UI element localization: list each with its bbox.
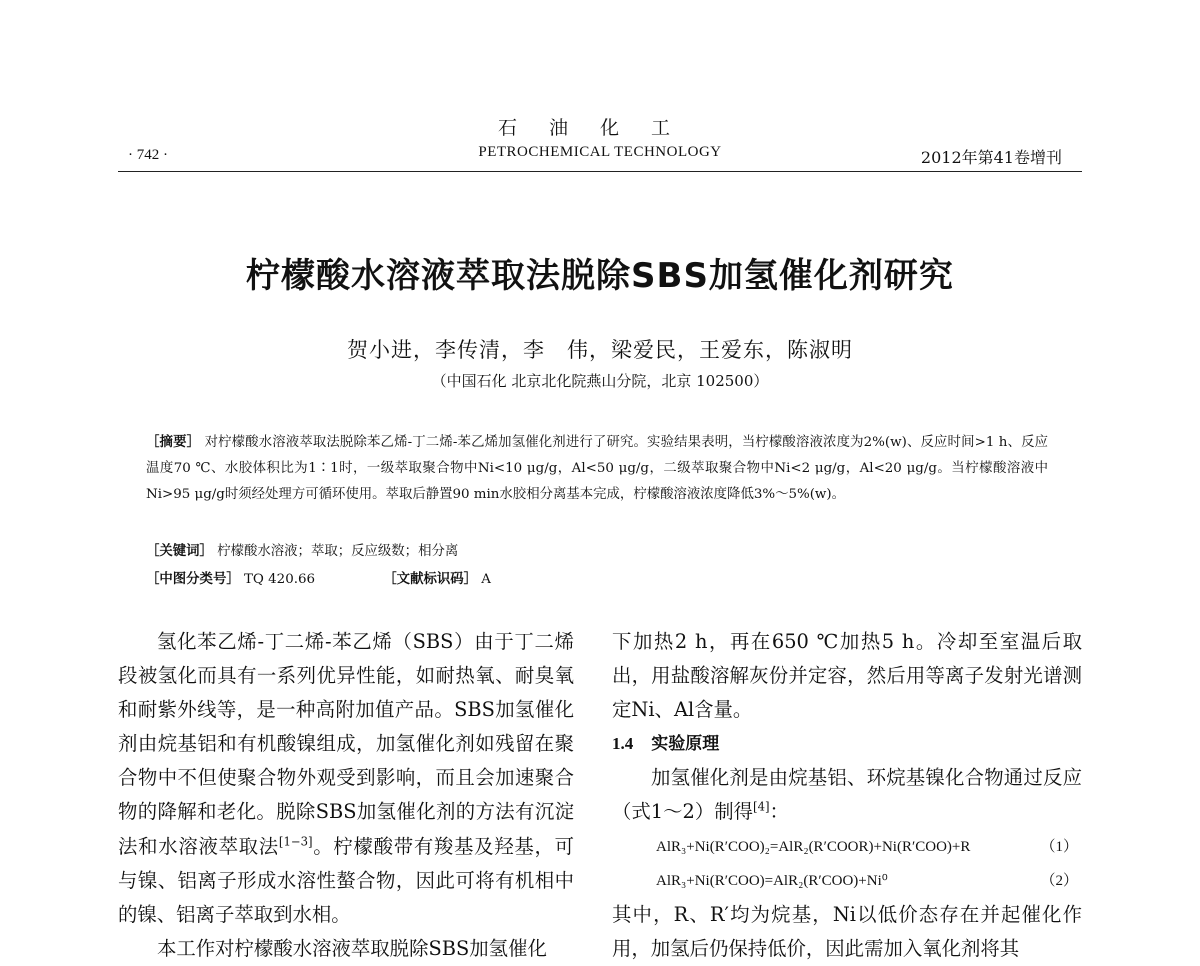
paragraph-text: ： [769,800,789,824]
equation-1 [612,830,1082,864]
body-right-column [612,625,1082,966]
equation-number: （1） [1040,838,1078,855]
doc-code-label: ［文献标识码］ [383,572,478,587]
header-rule [118,171,1082,172]
classification [146,568,491,587]
affiliation: （中国石化 北京北化院燕山分院，北京 102500） [431,372,769,390]
equation-number: （2） [1040,872,1078,889]
doc-code: A [481,572,491,587]
section-title: 实验原理 [651,734,720,755]
equation-text: AlR₃+Ni(R′COO)₂=AlR₂(R′COOR)+Ni(R′COO)+R [656,838,971,855]
authors: 贺小进，李传清，李 伟，梁爱民，王爱东，陈淑明 [347,338,853,362]
equation-text: AlR₃+Ni(R′COO)=AlR₂(R′COO)+Ni⁰ [656,872,888,889]
paragraph-text: 。柠檬酸带有羧基及羟基，可与镍、铝离子形成水溶性螯合物，因此可将有机相中的镍、铝离子萃取到水相。 [118,834,575,926]
paragraph: 下加热2 h，再在650 ℃加热5 h。冷却至室温后取出，用盐酸溶解灰份并定容，然后用等离子发射光谱测定Ni、Al含量。 [612,630,1082,722]
page-number: · 742 · [128,147,168,163]
issue-info: 2012年第41卷增刊 [920,148,1062,167]
paragraph [612,761,1082,829]
equation-2 [612,864,1082,898]
journal-title-en: PETROCHEMICAL TECHNOLOGY [478,144,722,160]
article-title: 柠檬酸水溶液萃取法脱除SBS加氢催化剂研究 [246,256,954,296]
paragraph: 其中，R、R′均为烷基，Ni以低价态存在并起催化作用，加氢后仍保持低价，因此需加入氧化剂将其 [612,902,1082,960]
abstract-text: 对柠檬酸水溶液萃取法脱除苯乙烯-丁二烯-苯乙烯加氢催化剂进行了研究。实验结果表明，当柠檬酸溶液浓度为2%(w)、反应时间>1 h、反应温度70 ℃、水胶体积比为1∶1时，一级萃取聚合物中Ni<10 μg/g，Al<50 μg/g，二级萃取聚合物中Ni<2 μg/g，Al<20 μg/g。当柠檬酸溶液中Ni>95 μg/g时须经处理方可循环使用。萃取后静置90 min水胶相分离基本完成，柠檬酸溶液浓度降低3%～5%(w)。 [146,435,1048,502]
paragraph: 本工作对柠檬酸水溶液萃取脱除SBS加氢催化 [157,936,547,960]
keywords-label: ［关键词］ [146,544,213,559]
classification-code: TQ 420.66 [244,572,316,587]
paragraph [118,625,574,932]
paragraph-text: 加氢催化剂是由烷基铝、环烷基镍化合物通过反应（式1～2）制得 [612,766,1082,824]
abstract [146,430,1048,508]
citation: [4] [753,800,770,814]
classification-label: ［中图分类号］ [146,572,240,587]
body-left-column [118,625,574,966]
keywords [146,540,458,559]
abstract-label: ［摘要］ [146,435,201,450]
section-heading [612,727,1082,761]
paragraph-text: 氢化苯乙烯-丁二烯-苯乙烯（SBS）由于丁二烯段被氢化而具有一系列优异性能，如耐热氧、耐臭氧和耐紫外线等，是一种高附加值产品。SBS加氢催化剂由烷基铝和有机酸镍组成，加氢催化剂如残留在聚合物中不但使聚合物外观受到影响，而且会加速聚合物的降解和老化。脱除SBS加氢催化剂的方法有沉淀法和水溶液萃取法 [118,630,574,858]
citation: [1−3] [278,834,313,849]
journal-title-cn: 石油化工 [497,117,702,139]
keywords-text: 柠檬酸水溶液；萃取；反应级数；相分离 [217,544,459,559]
section-number: 1.4 [612,734,634,754]
